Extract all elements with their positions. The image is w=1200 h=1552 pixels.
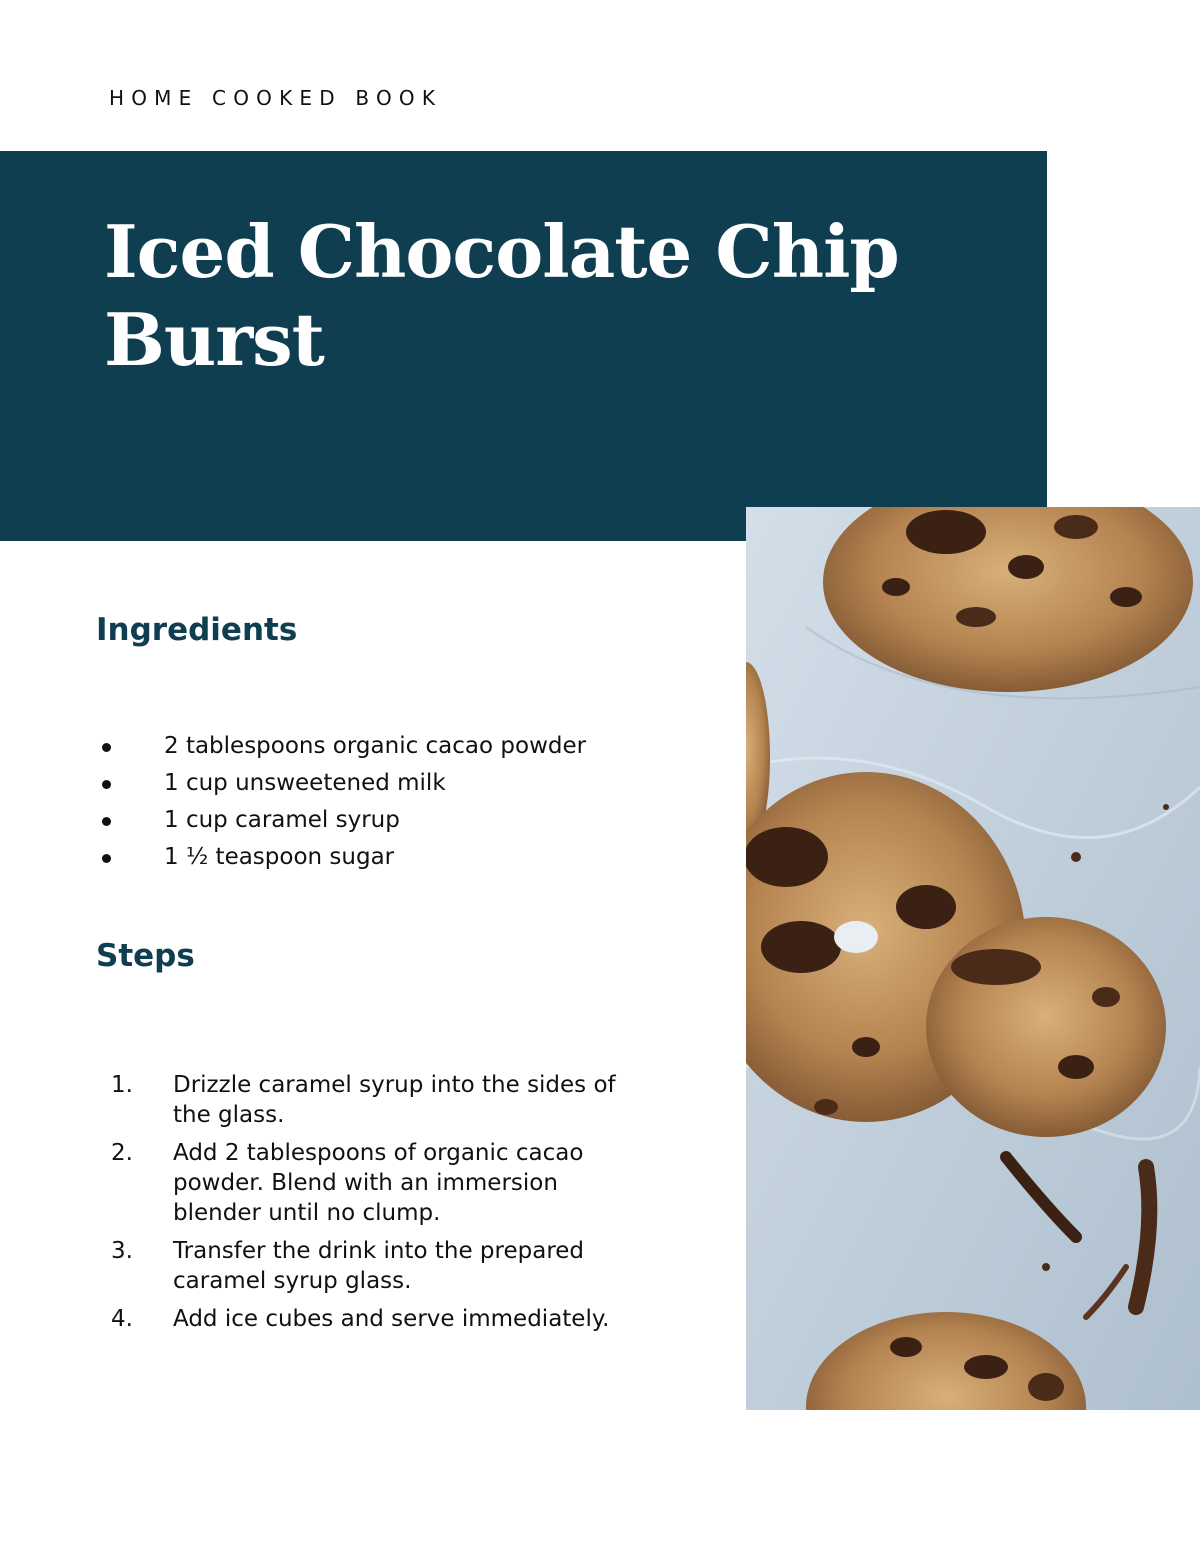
brand-name: HOME COOKED BOOK: [109, 86, 443, 110]
ingredient-item: [0, 765, 700, 802]
step-number: 4.: [111, 1306, 133, 1332]
ingredient-item: [0, 839, 700, 876]
step-item: [0, 1070, 653, 1130]
step-item: [0, 1236, 653, 1296]
step-text: Drizzle caramel syrup into the sides of the glass.: [173, 1072, 616, 1128]
steps-list: [0, 1070, 700, 1342]
ingredient-item: [0, 802, 700, 839]
bullet-icon: [102, 854, 111, 863]
ingredient-text: 2 tablespoons organic cacao powder: [164, 733, 587, 759]
recipe-title: Iced Chocolate Chip Burst: [104, 209, 899, 382]
step-text: Add 2 tablespoons of organic cacao powder. Blend with an immersion blender until no clump.: [173, 1140, 584, 1226]
ingredients-heading: Ingredients: [96, 612, 298, 648]
step-item: [0, 1138, 653, 1228]
step-text: Transfer the drink into the prepared caramel syrup glass.: [173, 1238, 585, 1294]
bullet-icon: [102, 817, 111, 826]
bullet-icon: [102, 780, 111, 789]
step-number: 3.: [111, 1238, 133, 1264]
ingredient-text: 1 cup caramel syrup: [164, 807, 400, 833]
ingredient-text: 1 cup unsweetened milk: [164, 770, 446, 796]
cookies-illustration: [746, 507, 1200, 1410]
ingredient-item: [0, 728, 700, 765]
cookies-photo: [746, 507, 1200, 1410]
step-text: Add ice cubes and serve immediately.: [173, 1306, 610, 1332]
step-number: 2.: [111, 1140, 133, 1166]
ingredient-text: 1 ½ teaspoon sugar: [164, 844, 395, 870]
step-item: [0, 1304, 653, 1334]
steps-heading: Steps: [96, 938, 195, 974]
ingredients-list: [0, 728, 700, 876]
bullet-icon: [102, 743, 111, 752]
step-number: 1.: [111, 1072, 133, 1098]
